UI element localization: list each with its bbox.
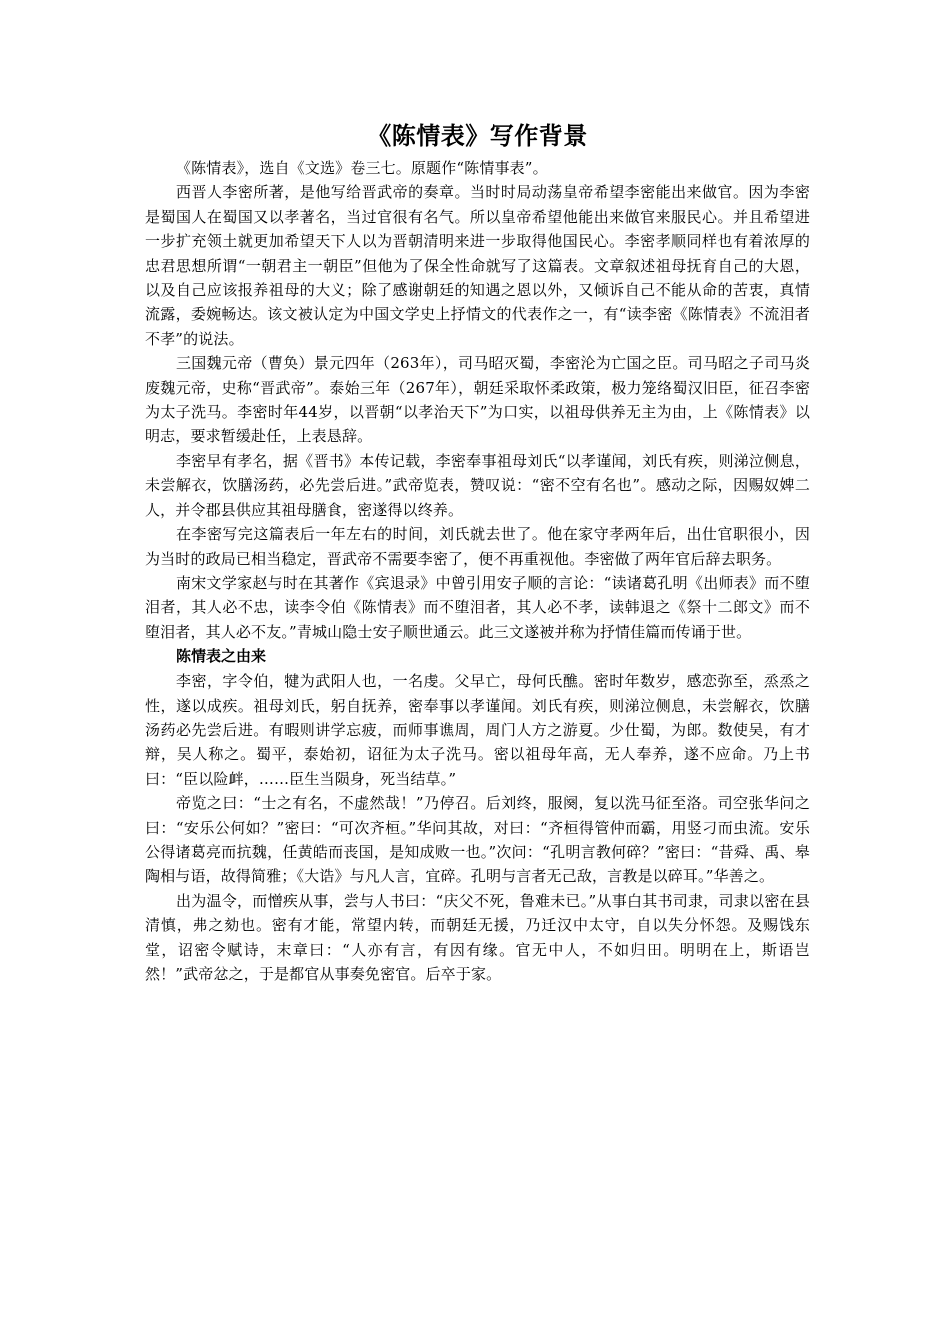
paragraph-historical-context: 三国魏元帝（曹奂）景元四年（263年），司马昭灭蜀，李密沦为亡国之臣。司马昭之子司马炎废魏元帝，史称“晋武帝”。泰始三年（267年），朝廷采取怀柔政策，极力笼络蜀汉旧臣，征召李密为太子洗马。李密时年44岁，以晋朝“以孝治天下”为口实，以祖母供养无主为由，上《陈情表》以明志，要求暂缓赴任，上表恳辞。: [145, 354, 810, 446]
paragraph-source: 《陈情表》，选自《文选》卷三七。原题作“陈情事表”。: [176, 159, 548, 177]
paragraph-background: 西晋人李密所著，是他写给晋武帝的奏章。当时时局动荡皇帝希望李密能出来做官。因为李密是蜀国人在蜀国又以孝著名，当过官很有名气。所以皇帝希望他能出来做官来服民心。并且希望进一步扩充领土就更加希望天下人以为晋朝清明来进一步取得他国民心。李密孝顺同样也有着浓厚的忠君思想所谓“一朝君主一朝臣”但他为了保全性命就写了这篇表。文章叙述祖母抚育自己的大恩，以及自己应该报养祖母的大义；除了感谢朝廷的知遇之恩以外，又倾诉自己不能从命的苦衷，真情流露，委婉畅达。该文被认定为中国文学史上抒情文的代表作之一，有“读李密《陈情表》不流泪者不孝”的说法。: [145, 183, 810, 348]
paragraph-dialogue: 帝览之曰：“士之有名，不虚然哉！”乃停召。后刘终，服阕，复以洗马征至洛。司空张华问之曰：“安乐公何如？”密曰：“可次齐桓。”华问其故，对曰：“齐桓得管仲而霸，用竖刁而虫流。安乐公得诸葛亮而抗魏，任黄皓而丧国，是知成败一也。”次问：“孔明言教何碎？”密曰：“昔舜、禹、皋陶相与语，故得简雅；《大诰》与凡人言，宜碎。孔明与言者无己敌，言教是以碎耳。”华善之。: [145, 794, 810, 886]
document-body: [145, 118, 810, 986]
paragraph-biography: 李密，字令伯，犍为武阳人也，一名虔。父早亡，母何氏醮。密时年数岁，感恋弥至，烝烝之性，遂以成疾。祖母刘氏，躬自抚养，密奉事以孝谨闻。刘氏有疾，则涕泣侧息，未尝解衣，饮膳汤药必先尝后进。有暇则讲学忘疲，而师事谯周，周门人方之游夏。少仕蜀，为郎。数使吴，有才辩，吴人称之。蜀平，泰始初，诏征为太子洗马。密以祖母年高，无人奉养，遂不应命。乃上书曰：“臣以险衅，……臣生当陨身，死当结草。”: [145, 672, 810, 788]
paragraph-filial-reputation: 李密早有孝名，据《晋书》本传记载，李密奉事祖母刘氏“以孝谨闻，刘氏有疾，则涕泣侧息，未尝解衣，饮膳汤药，必先尝后进。”武帝览表，赞叹说：“密不空有名也”。感动之际，因赐奴婢二人，并令郡县供应其祖母膳食，密遂得以终养。: [145, 451, 810, 519]
section-heading: 陈情表之由来: [176, 647, 267, 666]
paragraph-literary-evaluation: 南宋文学家赵与时在其著作《宾退录》中曾引用安子顺的言论：“读诸葛孔明《出师表》而不堕泪者，其人必不忠，读李令伯《陈情表》而不堕泪者，其人必不孝，读韩退之《祭十二郎文》而不堕泪者，其人必不友。”青城山隐士安子顺世通云。此三文遂被并称为抒情佳篇而传诵于世。: [145, 573, 810, 641]
document-title: 《陈情表》写作背景: [367, 122, 588, 150]
paragraph-aftermath: 在李密写完这篇表后一年左右的时间，刘氏就去世了。他在家守孝两年后，出仕官职很小，因为当时的政局已相当稳定，晋武帝不需要李密了，便不再重视他。李密做了两年官后辞去职务。: [145, 525, 810, 568]
paragraph-later-career: 出为温令，而憎疾从事，尝与人书曰：“庆父不死，鲁难未已。”从事白其书司隶，司隶以密在县清慎，弗之劾也。密有才能，常望内转，而朝廷无援，乃迁汉中太守，自以失分怀怨。及赐饯东堂，诏密令赋诗，末章曰：“人亦有言，有因有缘。官无中人，不如归田。明明在上，斯语岂然！”武帝忿之，于是都官从事奏免密官。后卒于家。: [145, 891, 810, 983]
